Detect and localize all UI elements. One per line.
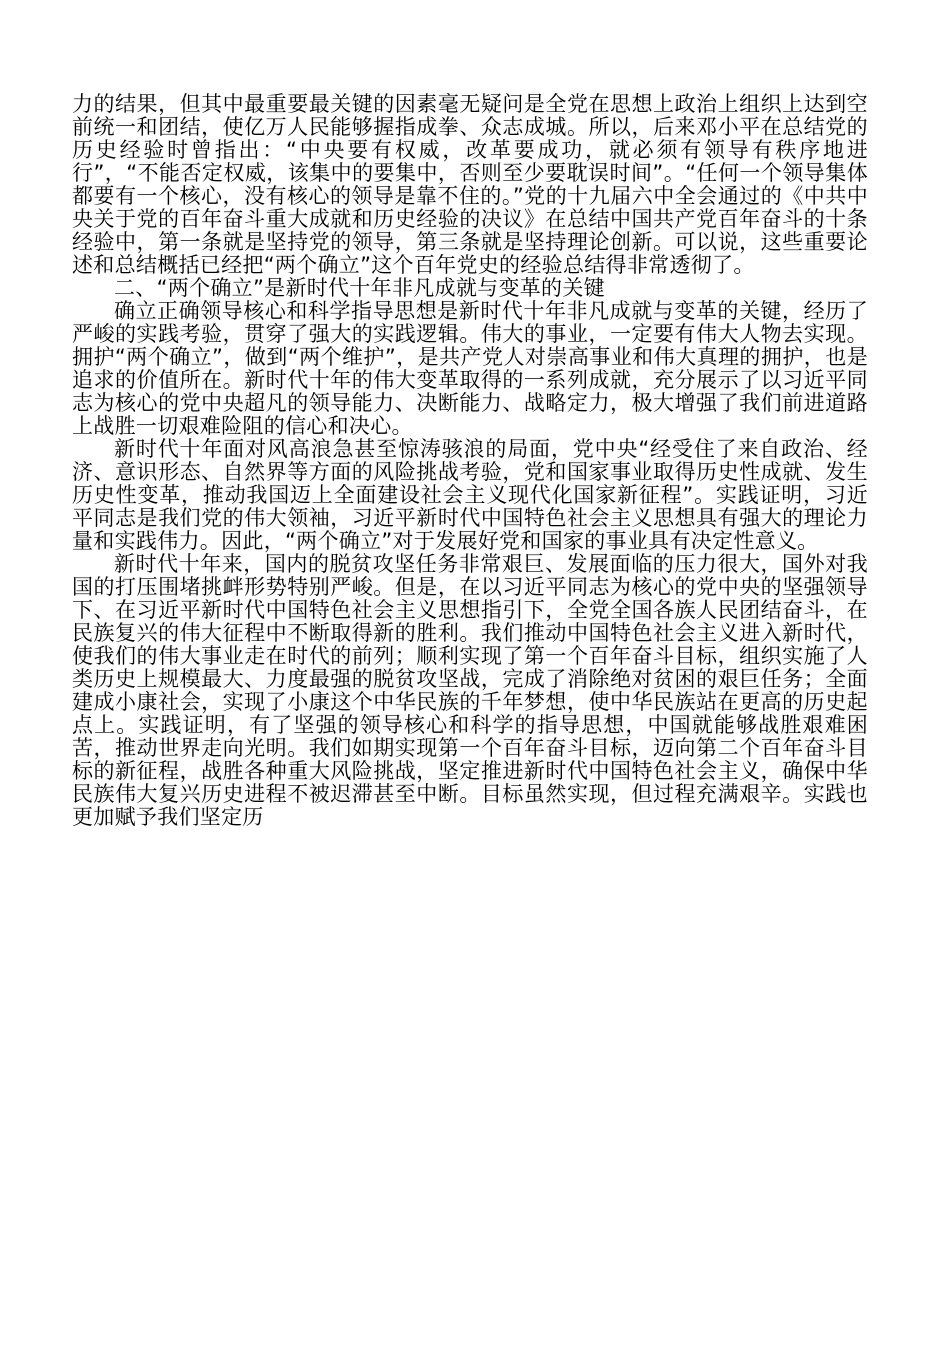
paragraph-continued: 力的结果，但其中最重要最关键的因素毫无疑问是全党在思想上政治上组织上达到空前统一和团结，使亿万人民能够握指成拳、众志成城。所以，后来邓小平在总结党的历史经验时曾指出：“中央要有权威，改革要成功，就必须有领导有秩序地进行”，“不能否定权威，该集中的要集中，否则至少要耽误时间”。“任何一个领导集体都要有一个核心，没有核心的领导是靠不住的。”党的十九届六中全会通过的《中共中央关于党的百年奋斗重大成就和历史经验的决议》在总结中国共产党百年奋斗的十条经验中，第一条就是坚持党的领导，第三条就是坚持理论创新。可以说，这些重要论述和总结概括已经把“两个确立”这个百年党史的经验总结得非常透彻了。 xyxy=(72,92,868,277)
section-heading: 二、“两个确立”是新时代十年非凡成就与变革的关键 xyxy=(114,276,605,300)
paragraph: 确立正确领导核心和科学指导思想是新时代十年非凡成就与变革的关键，经历了严峻的实践考验，贯穿了强大的实践逻辑。伟大的事业，一定要有伟大人物去实现。拥护“两个确立”，做到“两个维护”，是共产党人对崇高事业和伟大真理的拥护，也是追求的价值所在。新时代十年的伟大变革取得的一系列成就，充分展示了以习近平同志为核心的党中央超凡的领导能力、决断能力、战略定力，极大增强了我们前进道路上战胜一切艰难险阻的信心和决心。 xyxy=(72,299,868,438)
paragraph: 新时代十年面对风高浪急甚至惊涛骇浪的局面，党中央“经受住了来自政治、经济、意识形态、自然界等方面的风险挑战考验，党和国家事业取得历史性成就、发生历史性变革，推动我国迈上全面建设社会主义现代化国家新征程”。实践证明，习近平同志是我们党的伟大领袖，习近平新时代中国特色社会主义思想具有强大的理论力量和实践伟力。因此，“两个确立”对于发展好党和国家的事业具有决定性意义。 xyxy=(72,437,868,553)
body-text xyxy=(72,93,868,829)
paragraph: 新时代十年来，国内的脱贫攻坚任务非常艰巨、发展面临的压力很大，国外对我国的打压围堵挑衅形势特别严峻。但是，在以习近平同志为核心的党中央的坚强领导下、在习近平新时代中国特色社会主义思想指引下，全党全国各族人民团结奋斗，在民族复兴的伟大征程中不断取得新的胜利。我们推动中国特色社会主义进入新时代，使我们的伟大事业走在时代的前列；顺利实现了第一个百年奋斗目标，组织实施了人类历史上规模最大、力度最强的脱贫攻坚战，完成了消除绝对贫困的艰巨任务；全面建成小康社会，实现了小康这个中华民族的千年梦想，使中华民族站在更高的历史起点上。实践证明，有了坚强的领导核心和科学的指导思想，中国就能够战胜艰难困苦，推动世界走向光明。我们如期实现第一个百年奋斗目标，迈向第二个百年奋斗目标的新征程，战胜各种重大风险挑战，坚定推进新时代中国特色社会主义，确保中华民族伟大复兴历史进程不被迟滞甚至中断。目标虽然实现，但过程充满艰辛。实践也更加赋予我们坚定历 xyxy=(72,552,868,829)
